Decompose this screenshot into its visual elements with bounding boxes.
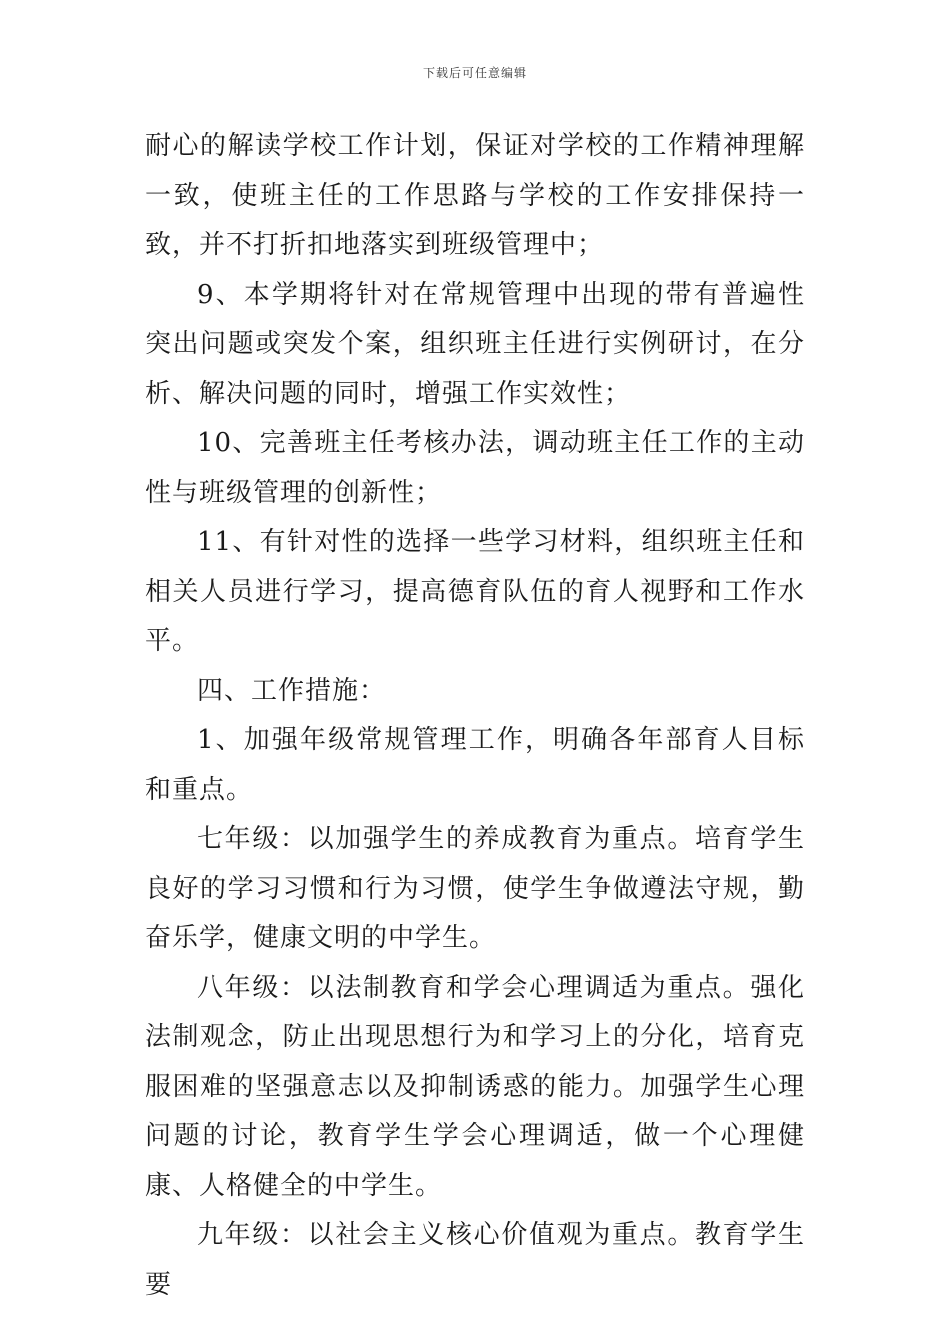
page-header: 下载后可任意编辑	[422, 66, 527, 80]
paragraph-grade-7: 七年级：以加强学生的养成教育为重点。培育学生良好的学习习惯和行为习惯，使学生争做遵法守规，勤奋乐学，健康文明的中学生。	[145, 824, 805, 953]
paragraph-measure-1: 1、加强年级常规管理工作，明确各年部育人目标和重点。	[145, 725, 805, 805]
paragraph-item-10: 10、完善班主任考核办法，调动班主任工作的主动性与班级管理的创新性；	[145, 428, 805, 508]
document-body	[145, 122, 805, 1310]
section-heading-measures: 四、工作措施：	[197, 675, 387, 706]
paragraph-continuation: 耐心的解读学校工作计划，保证对学校的工作精神理解一致，使班主任的工作思路与学校的工作安排保持一致，并不打折扣地落实到班级管理中；	[145, 131, 805, 260]
paragraph-item-9: 9、本学期将针对在常规管理中出现的带有普遍性突出问题或突发个案，组织班主任进行实例研讨，在分析、解决问题的同时，增强工作实效性；	[145, 279, 805, 409]
paragraph-grade-8: 八年级：以法制教育和学会心理调适为重点。强化法制观念，防止出现思想行为和学习上的分化，培育克服困难的坚强意志以及抑制诱惑的能力。加强学生心理问题的讨论，教育学生学会心理调适，做一个心理健康、人格健全的中学生。	[145, 972, 805, 1201]
paragraph-item-11: 11、有针对性的选择一些学习材料，组织班主任和相关人员进行学习，提高德育队伍的育人视野和工作水平。	[145, 527, 805, 656]
paragraph-grade-9: 九年级：以社会主义核心价值观为重点。教育学生要	[145, 1220, 805, 1300]
